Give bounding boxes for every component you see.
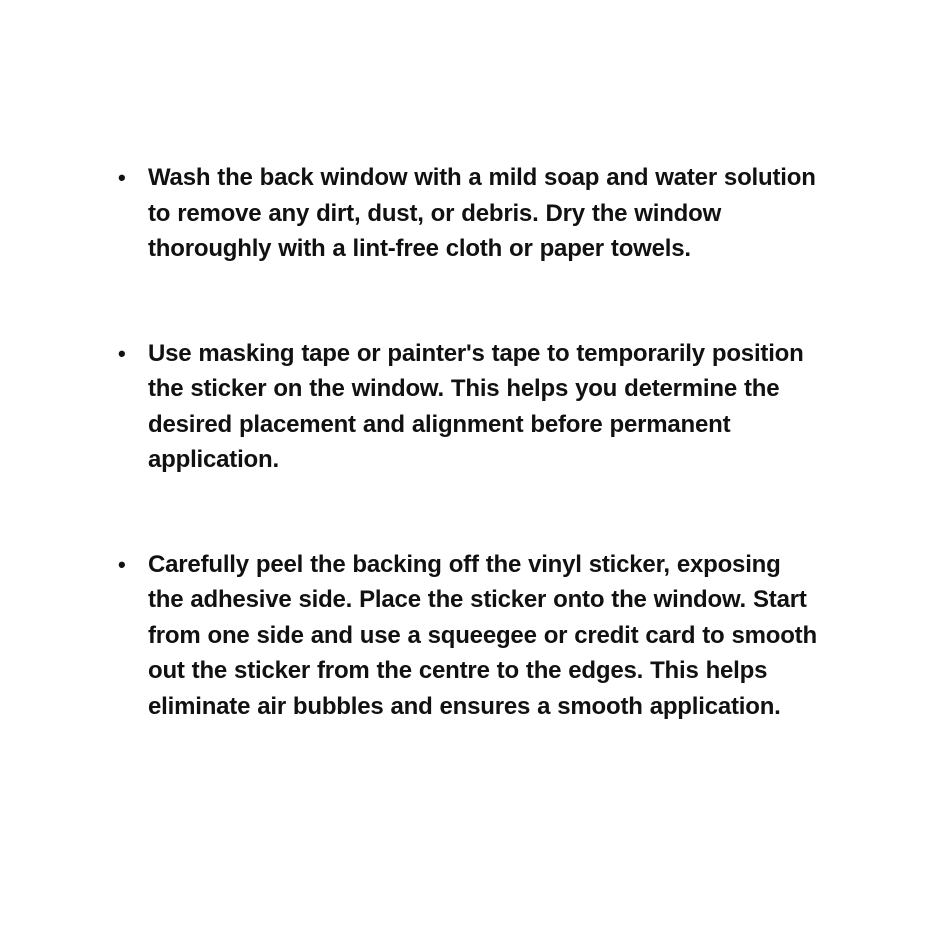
list-item xyxy=(118,336,828,478)
bullet-text: Wash the back window with a mild soap and water solution to remove any dirt, dust, or debris. Dry the window thoroughly with a lint-free cloth or paper towels. xyxy=(148,164,816,262)
bullet-icon: • xyxy=(118,551,126,577)
bullet-list xyxy=(118,160,828,793)
bullet-text: Carefully peel the backing off the vinyl sticker, exposing the adhesive side. Place the sticker onto the window. Start from one side and use a squeegee or credit card to smooth out the sticker from the centre to the edges. This helps eliminate air bubbles and ensures a smooth application. xyxy=(148,550,817,720)
list-item xyxy=(118,160,828,267)
bullet-text: Use masking tape or painter's tape to temporarily position the sticker on the window. This helps you determine the desired placement and alignment before permanent application. xyxy=(148,339,804,473)
list-item xyxy=(118,547,828,725)
bullet-icon: • xyxy=(118,165,126,190)
bullet-icon: • xyxy=(118,340,126,366)
